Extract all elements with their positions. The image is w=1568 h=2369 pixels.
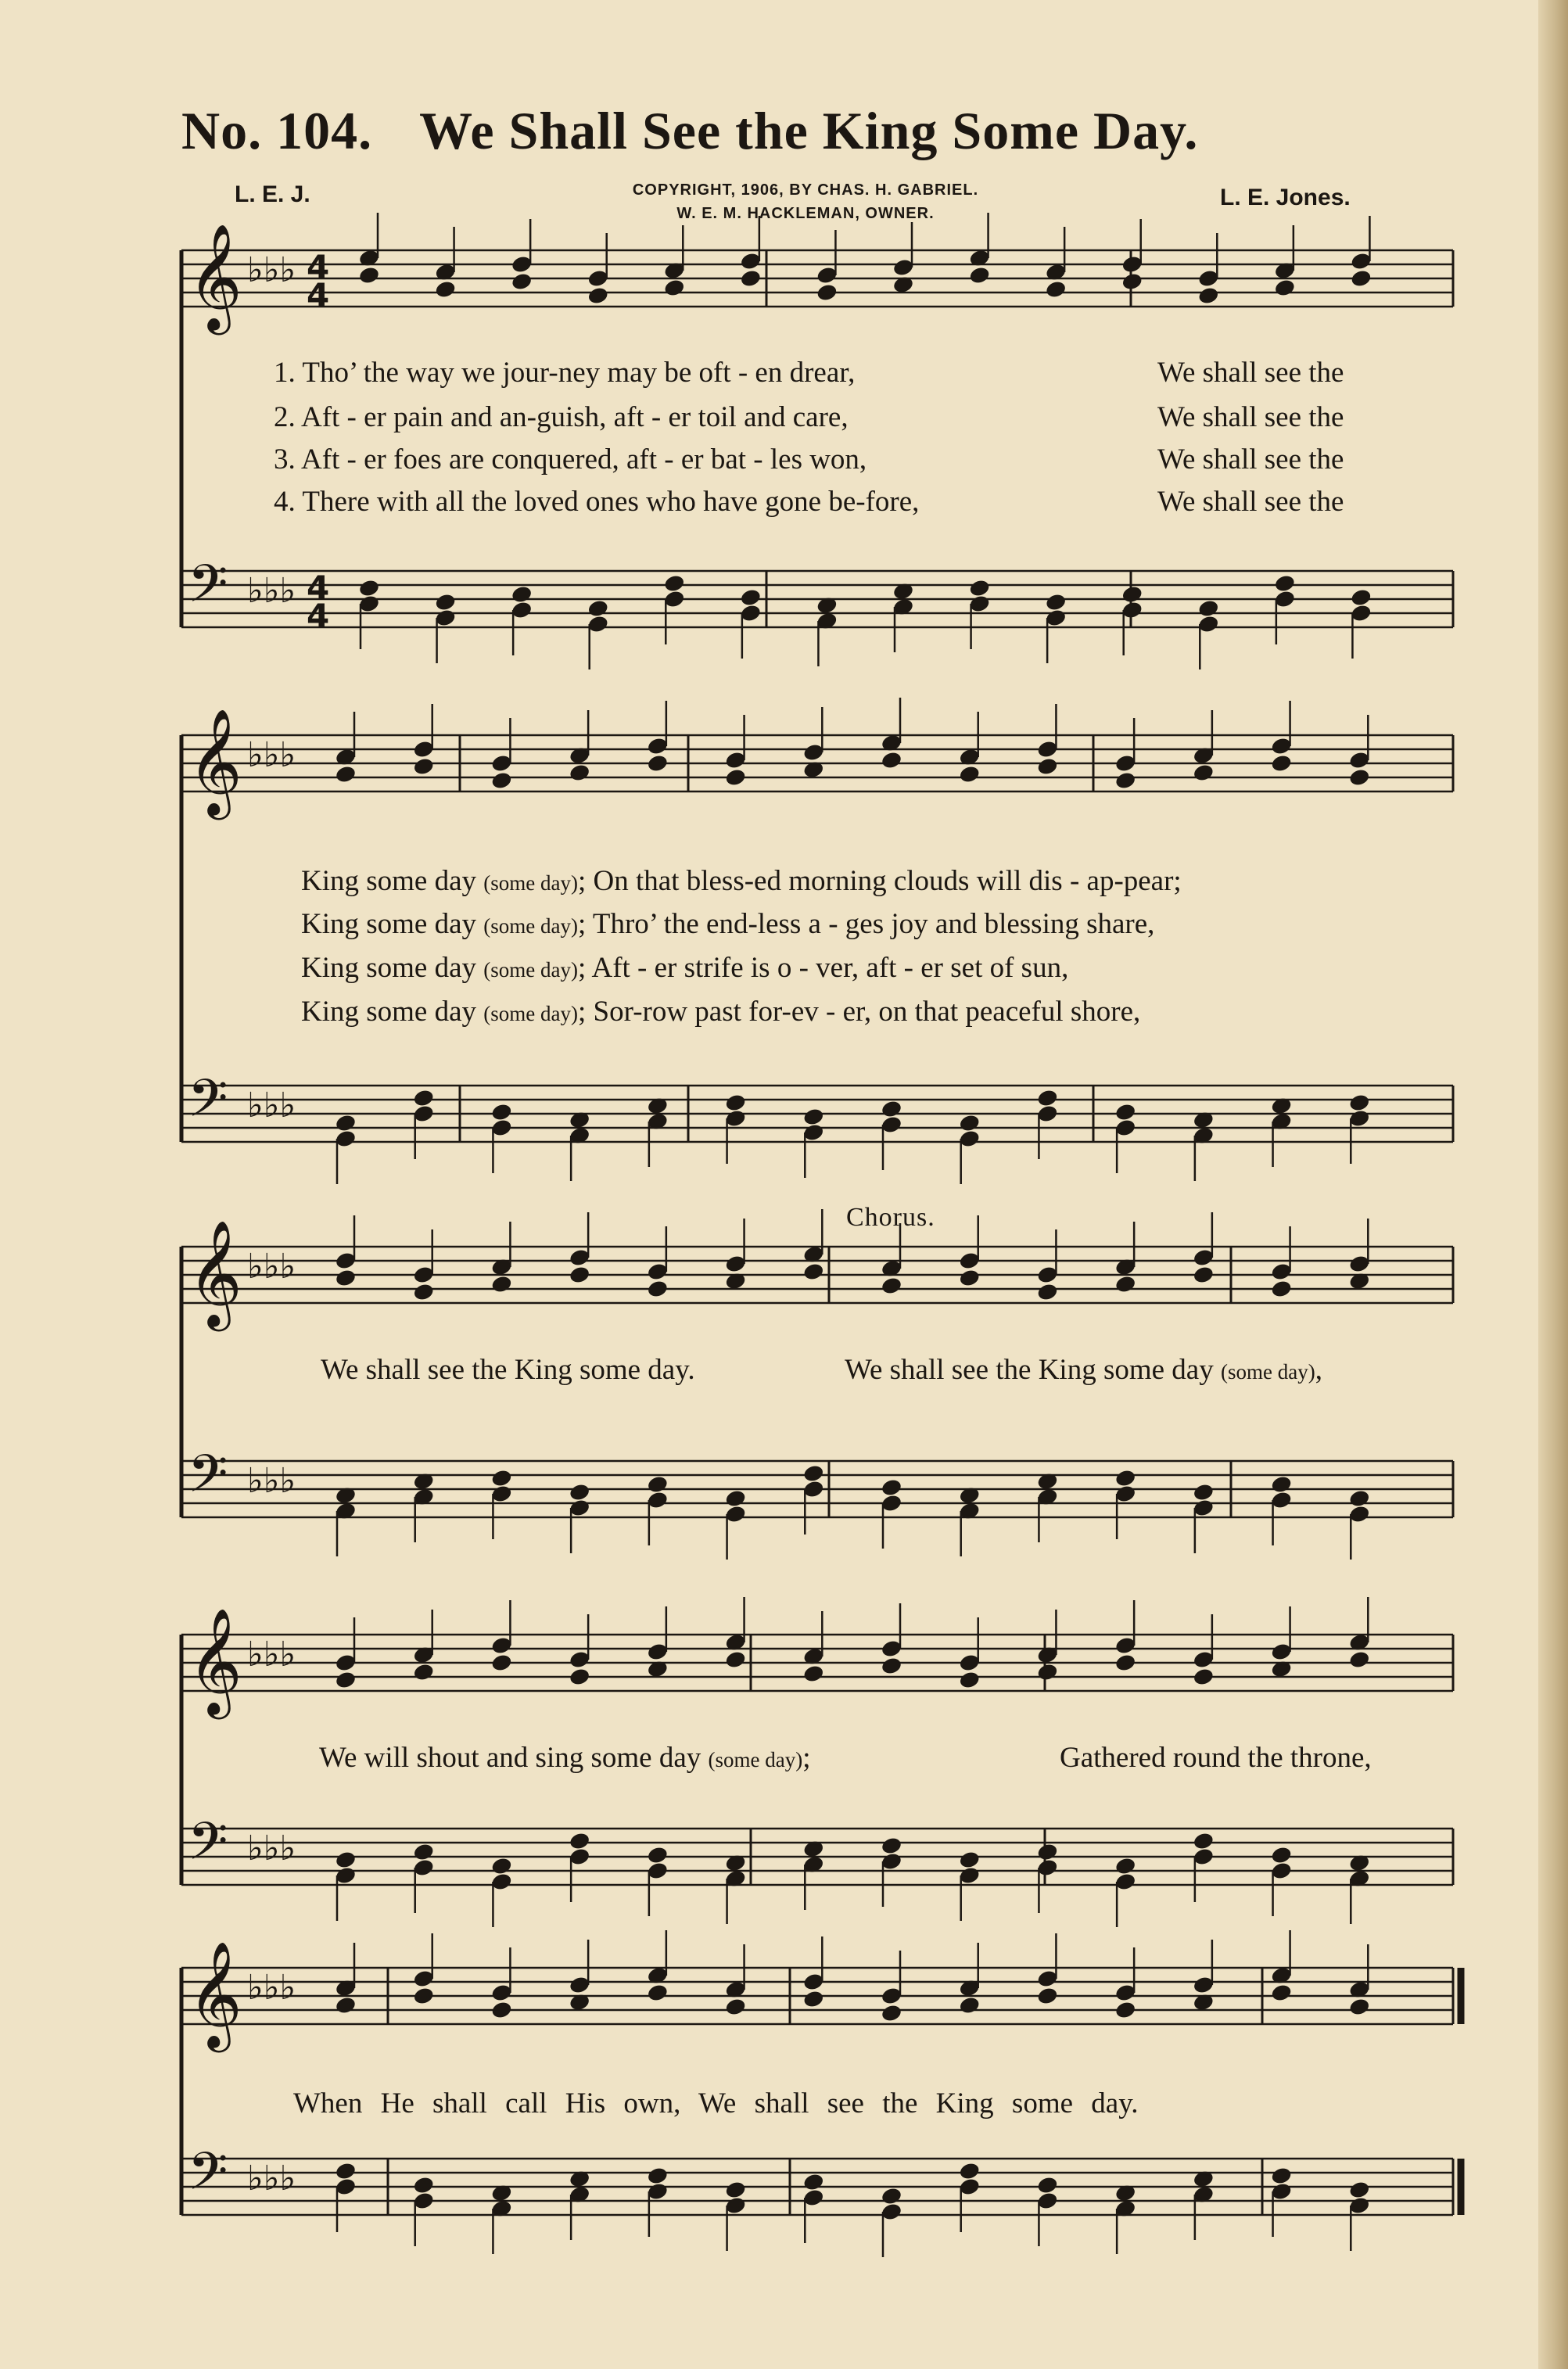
note-head: [968, 578, 991, 598]
key-signature-flats-icon: ♭♭♭: [247, 1829, 296, 1868]
note-head: [724, 1649, 747, 1669]
note-head: [490, 1468, 513, 1488]
hymn-number: No. 104.: [181, 101, 373, 160]
note-head: [412, 1842, 435, 1861]
note-head: [335, 1268, 357, 1287]
hymn-title: We Shall See the King Some Day.: [419, 101, 1199, 160]
treble-clef-icon: 𝄞: [188, 1606, 242, 1714]
time-signature-icon: 4: [307, 569, 330, 607]
note-head: [412, 756, 435, 776]
note-head: [434, 279, 457, 299]
note-head: [511, 271, 533, 291]
note-head: [881, 2186, 903, 2206]
chorus-label: Chorus.: [846, 1203, 935, 1232]
note-head: [663, 278, 686, 297]
note-head: [1193, 1265, 1215, 1284]
note-head: [490, 1274, 513, 1294]
verse-4-line-b: King some day (some day); Sor-row past for-ev - er, on that peaceful shore,: [301, 996, 1141, 1028]
note-head: [1348, 1093, 1371, 1112]
key-signature-flats-icon: ♭♭♭: [247, 571, 296, 611]
note-head: [647, 2166, 669, 2185]
time-signature-icon: 4: [307, 248, 330, 286]
note-head: [490, 1102, 513, 1122]
note-head: [1270, 1279, 1293, 1298]
note-head: [881, 1099, 903, 1118]
note-head: [802, 1989, 825, 2008]
note-head: [802, 1463, 825, 1483]
note-head: [1045, 279, 1067, 299]
copyright-line-2: W. E. M. HACKLEMAN, OWNER.: [676, 205, 935, 222]
note-head: [1114, 1102, 1137, 1122]
note-head: [412, 1282, 435, 1301]
note-head: [587, 285, 609, 305]
note-head: [1197, 598, 1220, 618]
note-head: [724, 1488, 747, 1508]
key-signature-flats-icon: ♭♭♭: [247, 1086, 296, 1125]
note-head: [569, 1667, 591, 1686]
note-head: [1036, 1088, 1059, 1107]
note-head: [663, 573, 686, 593]
note-head: [881, 1656, 903, 1675]
note-head: [881, 1276, 903, 1295]
note-head: [1036, 1842, 1059, 1861]
treble-clef-icon: 𝄞: [188, 1219, 242, 1326]
note-head: [1114, 1653, 1137, 1672]
verse-1-line-a: 1. Tho’ the way we jour-ney may be oft - en drear, We shall see the: [274, 357, 1344, 389]
note-head: [490, 1653, 513, 1672]
time-signature-icon: 4: [307, 597, 330, 635]
note-head: [1270, 1474, 1293, 1494]
chorus-line-1a: We shall see the King some day.: [321, 1354, 695, 1386]
note-head: [1036, 1662, 1059, 1682]
key-signature-flats-icon: ♭♭♭: [247, 1247, 296, 1287]
note-head: [412, 2175, 435, 2195]
note-head: [647, 1845, 669, 1865]
chorus-line-3: When He shall call His own, We shall see the King some day.: [293, 2087, 1139, 2120]
note-head: [958, 1995, 981, 2015]
note-head: [958, 2161, 981, 2181]
note-head: [587, 598, 609, 618]
note-head: [802, 2172, 825, 2191]
note-head: [647, 1983, 669, 2002]
note-head: [1270, 753, 1293, 773]
note-head: [1350, 268, 1372, 288]
bass-clef-icon: 𝄢: [188, 1068, 228, 1141]
note-head: [1270, 1845, 1293, 1865]
time-signature-icon: 4: [307, 276, 330, 314]
verse-3-line-b: King some day (some day); Aft - er strife is o - ver, aft - er set of sun,: [301, 952, 1069, 984]
note-head: [802, 1107, 825, 1126]
verse-1-line-b: King some day (some day); On that bless-ed morning clouds will dis - ap-pear;: [301, 865, 1182, 897]
note-head: [1036, 1986, 1059, 2005]
key-signature-flats-icon: ♭♭♭: [247, 250, 296, 290]
note-head: [1348, 1649, 1371, 1669]
note-head: [647, 1474, 669, 1494]
note-head: [1114, 2000, 1137, 2019]
note-head: [1348, 1997, 1371, 2016]
note-head: [358, 265, 381, 285]
note-head: [569, 1265, 591, 1284]
bass-clef-icon: 𝄢: [188, 2141, 228, 2214]
note-head: [1121, 271, 1143, 291]
note-head: [335, 1670, 357, 1689]
treble-clef-icon: 𝄞: [188, 1940, 242, 2048]
note-head: [1193, 1667, 1215, 1686]
note-head: [1193, 1831, 1215, 1850]
verse-2-line-b: King some day (some day); Thro’ the end-less a - ges joy and blessing share,: [301, 908, 1155, 940]
note-head: [1193, 1482, 1215, 1502]
note-head: [958, 1670, 981, 1689]
key-signature-flats-icon: ♭♭♭: [247, 735, 296, 775]
note-head: [724, 1997, 747, 2016]
note-head: [335, 1113, 357, 1132]
note-head: [881, 1477, 903, 1497]
note-head: [1197, 285, 1220, 305]
note-head: [335, 2161, 357, 2181]
note-head: [434, 592, 457, 612]
note-head: [335, 764, 357, 784]
note-head: [1274, 278, 1297, 297]
key-signature-flats-icon: ♭♭♭: [247, 2159, 296, 2199]
note-head: [569, 1482, 591, 1502]
verse-2-line-a: 2. Aft - er pain and an-guish, aft - er toil and care, We shall see the: [274, 401, 1344, 433]
note-head: [1193, 763, 1215, 782]
note-head: [1348, 767, 1371, 787]
note-head: [724, 767, 747, 787]
note-head: [490, 1856, 513, 1875]
note-head: [740, 268, 762, 288]
note-head: [569, 1831, 591, 1850]
note-head: [1114, 770, 1137, 790]
bass-clef-icon: 𝄢: [188, 554, 228, 626]
note-head: [1348, 1488, 1371, 1508]
verse-3-line-a: 3. Aft - er foes are conquered, aft - er bat - les won, We shall see the: [274, 443, 1344, 476]
note-head: [647, 753, 669, 773]
note-head: [569, 763, 591, 782]
note-head: [724, 1093, 747, 1112]
note-head: [412, 1088, 435, 1107]
note-head: [358, 578, 381, 598]
author-initials: L. E. J.: [235, 181, 310, 207]
note-head: [802, 1664, 825, 1683]
note-head: [1121, 584, 1143, 604]
note-head: [802, 1262, 825, 1281]
note-head: [335, 1995, 357, 2015]
note-head: [958, 1850, 981, 1869]
composer: L. E. Jones.: [1220, 185, 1351, 210]
key-signature-flats-icon: ♭♭♭: [247, 1635, 296, 1674]
note-head: [740, 587, 762, 607]
note-head: [1274, 573, 1297, 593]
key-signature-flats-icon: ♭♭♭: [247, 1461, 296, 1501]
note-head: [881, 750, 903, 770]
chorus-line-1b: We shall see the King some day (some day),: [845, 1354, 1322, 1386]
note-head: [490, 2000, 513, 2019]
note-head: [490, 770, 513, 790]
note-head: [724, 2180, 747, 2199]
note-head: [958, 1113, 981, 1132]
note-head: [1114, 1856, 1137, 1875]
note-head: [1114, 1468, 1137, 1488]
note-head: [647, 1279, 669, 1298]
bass-clef-icon: 𝄢: [188, 1444, 228, 1517]
note-head: [881, 2003, 903, 2023]
note-head: [1036, 2175, 1059, 2195]
note-head: [1350, 587, 1372, 607]
verse-4-line-a: 4. There with all the loved ones who have gone be-fore, We shall see the: [274, 486, 1344, 518]
note-head: [1036, 1282, 1059, 1301]
note-head: [958, 764, 981, 784]
note-head: [968, 265, 991, 285]
note-head: [816, 282, 838, 302]
note-head: [1114, 1274, 1137, 1294]
treble-clef-icon: 𝄞: [188, 222, 242, 330]
key-signature-flats-icon: ♭♭♭: [247, 1968, 296, 2008]
treble-clef-icon: 𝄞: [188, 707, 242, 815]
note-head: [1270, 2166, 1293, 2185]
bass-clef-icon: 𝄢: [188, 1811, 228, 1884]
note-head: [1270, 1983, 1293, 2002]
note-head: [511, 584, 533, 604]
copyright-line-1: COPYRIGHT, 1906, BY CHAS. H. GABRIEL.: [632, 181, 979, 199]
note-head: [412, 1662, 435, 1682]
note-head: [412, 1986, 435, 2005]
note-head: [881, 1836, 903, 1855]
note-head: [958, 1268, 981, 1287]
note-head: [1348, 2180, 1371, 2199]
note-head: [1045, 592, 1067, 612]
note-head: [335, 1850, 357, 1869]
chorus-line-2b: Gathered round the throne,: [1060, 1742, 1372, 1774]
note-head: [1036, 756, 1059, 776]
chorus-line-2a: We will shout and sing some day (some day);: [319, 1742, 811, 1774]
